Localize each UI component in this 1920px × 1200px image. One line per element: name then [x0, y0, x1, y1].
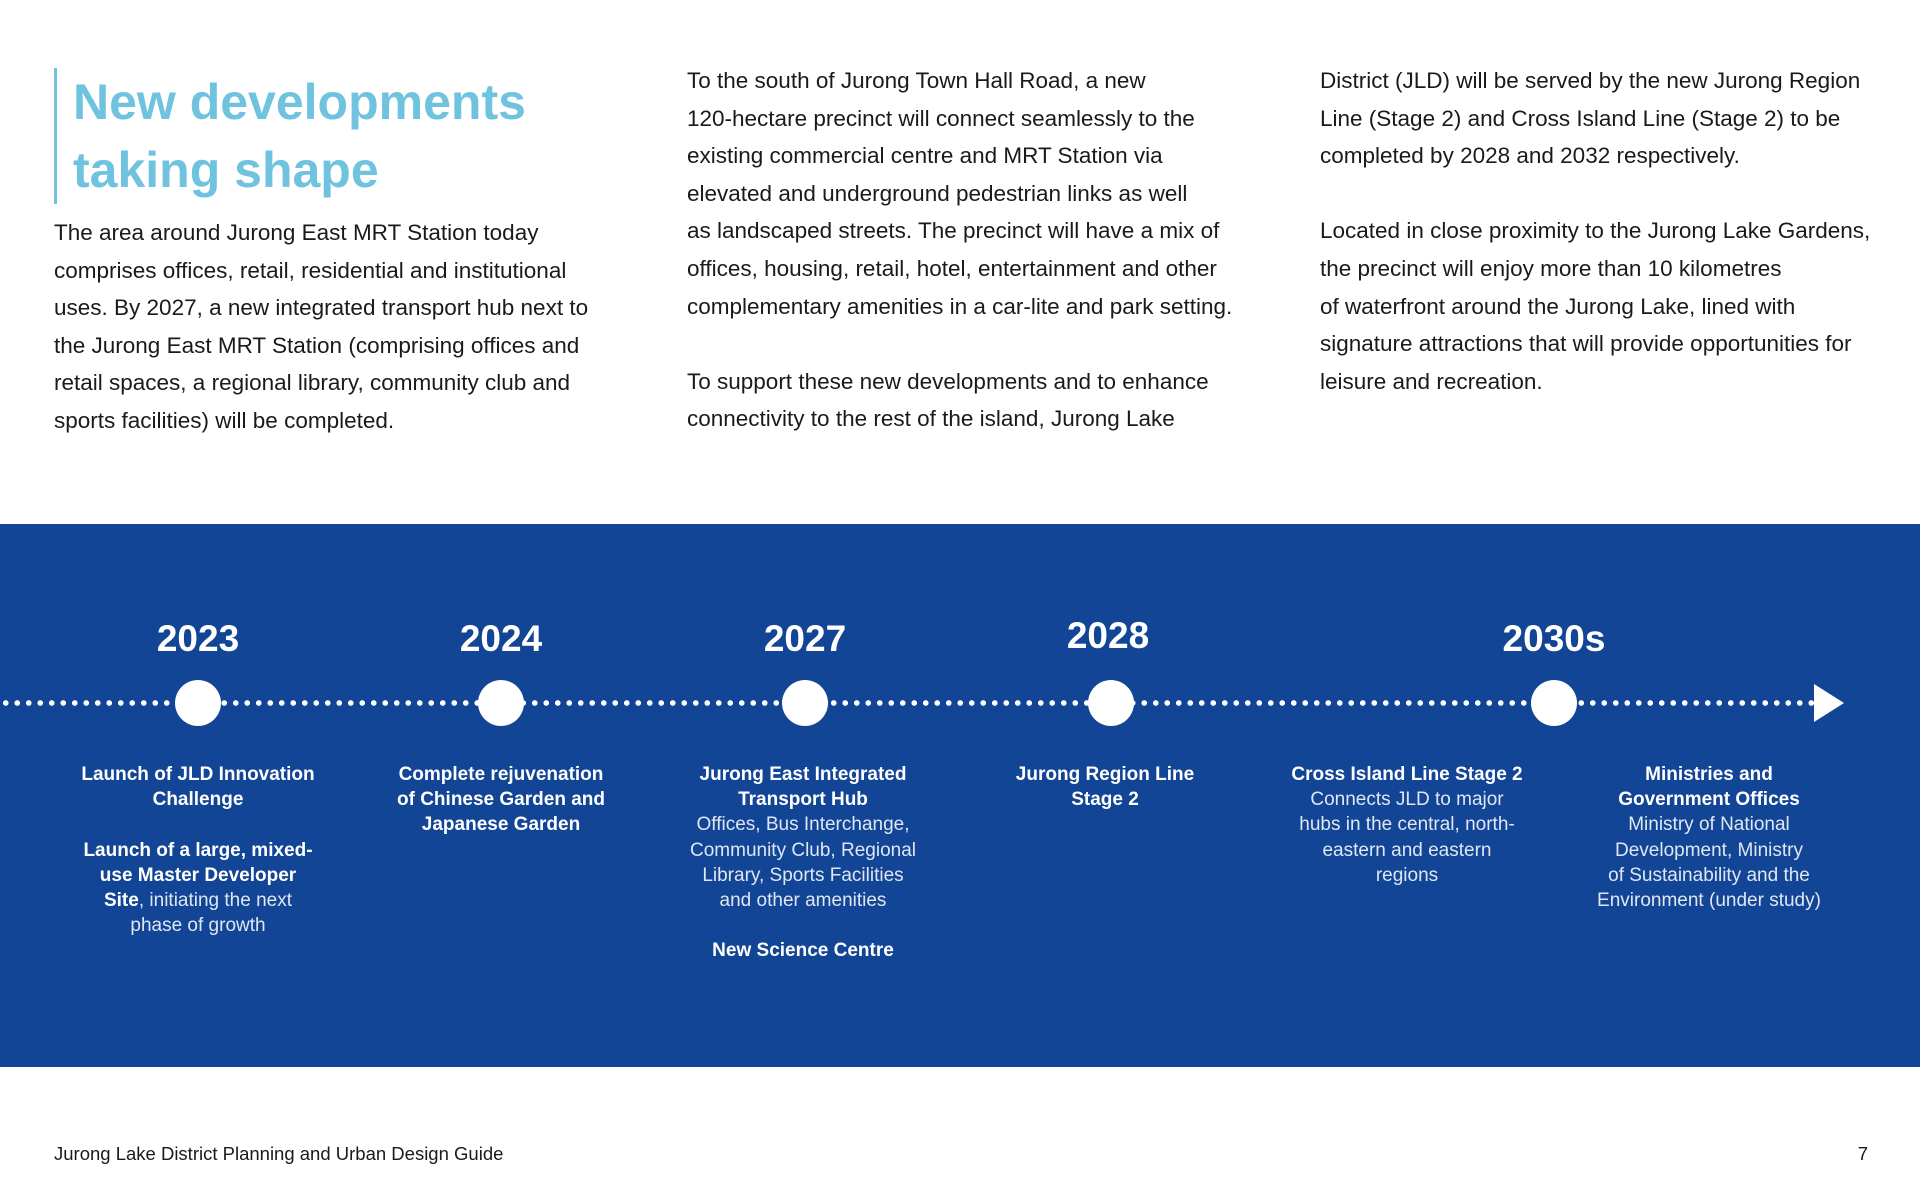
event-text: eastern and eastern [1322, 839, 1492, 861]
event-2024 [376, 762, 626, 838]
event-title: Complete rejuvenation [398, 764, 604, 785]
heading-line-2: taking shape [73, 142, 379, 198]
event-title: Challenge [152, 789, 244, 811]
page-number: 7 [1857, 1143, 1868, 1164]
year-2024: 2024 [459, 618, 543, 659]
text-line: sports facilities) will be completed. [54, 407, 395, 433]
event-title: Transport Hub [738, 789, 868, 811]
text-line: retail spaces, a regional library, community club and [54, 370, 571, 396]
text-line: connectivity to the rest of the island, Jurong Lake [687, 406, 1175, 432]
event-text: hubs in the central, north- [1299, 814, 1515, 836]
event-title: Japanese Garden [421, 814, 581, 836]
event-text: regions [1375, 864, 1439, 886]
event-title: Ministries and [1645, 764, 1773, 785]
event-text: Development, Ministry [1615, 839, 1803, 861]
text-line: offices, housing, retail, hotel, entertainment and other [687, 255, 1217, 281]
text-line: To the south of Jurong Town Hall Road, a new [687, 68, 1146, 93]
event-text: Offices, Bus Interchange, [696, 814, 910, 836]
text-line: uses. By 2027, a new integrated transport hub next to [54, 295, 589, 321]
text-line: of waterfront around the Jurong Lake, lined with [1320, 293, 1796, 319]
text-line: existing commercial centre and MRT Station via [687, 143, 1163, 169]
text-line: complementary amenities in a car-lite and park setting. [687, 293, 1233, 319]
text-line: Line (Stage 2) and Cross Island Line (Stage 2) to be [1320, 105, 1841, 131]
text-line: elevated and underground pedestrian links as well [687, 180, 1188, 206]
text-line: comprises offices, retail, residential and institutional [54, 257, 567, 283]
text-line: completed by 2028 and 2032 respectively. [1320, 143, 1740, 169]
event-title: Government Offices [1618, 789, 1800, 811]
text-line: To support these new developments and to enhance [687, 368, 1209, 394]
text-line: District (JLD) will be served by the new Jurong Region [1320, 68, 1861, 93]
timeline-arrow-icon [1814, 684, 1844, 722]
event-text: Library, Sports Facilities [702, 864, 904, 886]
heading-line-1: New developments [73, 74, 526, 130]
event-title: Launch of a large, mixed- [83, 839, 313, 861]
event-text-line [73, 888, 323, 913]
event-title: New Science Centre [712, 940, 894, 962]
event-title: Stage 2 [1071, 789, 1139, 811]
event-text: Environment (under study) [1597, 890, 1821, 912]
event-title: Launch of JLD Innovation [81, 764, 315, 785]
timeline-node-2028 [1088, 680, 1134, 726]
event-title: Site [103, 890, 139, 911]
event-text: and other amenities [719, 890, 887, 912]
event-cross-island-line [1282, 762, 1532, 888]
timeline-node-2024 [478, 680, 524, 726]
text-line: The area around Jurong East MRT Station today [54, 220, 539, 245]
text-line: 120-hectare precinct will connect seamlessly to the [687, 105, 1195, 131]
text-line: as landscaped streets. The precinct will have a mix of [687, 218, 1220, 244]
event-text: Connects JLD to major [1310, 789, 1504, 811]
year-2028: 2028 [1066, 615, 1150, 656]
body-column-3 [1320, 62, 1870, 400]
event-text: Ministry of National [1628, 814, 1790, 836]
event-title: use Master Developer [99, 864, 297, 886]
event-text: phase of growth [130, 915, 266, 937]
event-government-offices [1584, 762, 1834, 913]
text-line: the precinct will enjoy more than 10 kilometres [1320, 255, 1782, 281]
event-title: of Chinese Garden and [397, 789, 605, 811]
event-text: Community Club, Regional [690, 839, 916, 861]
event-2027 [678, 762, 928, 964]
footer-title: Jurong Lake District Planning and Urban Design Guide [54, 1143, 504, 1164]
timeline-node-2030s [1531, 680, 1577, 726]
event-title: Jurong Region Line [1015, 764, 1195, 785]
text-line: Located in close proximity to the Jurong Lake Gardens, [1320, 218, 1871, 244]
year-2023: 2023 [156, 618, 240, 659]
page-heading [54, 68, 614, 204]
text-line: signature attractions that will provide opportunities for [1320, 331, 1852, 357]
year-2030s: 2030s [1502, 618, 1606, 659]
year-2027: 2027 [763, 618, 847, 659]
event-2023 [73, 762, 323, 938]
timeline-node-2023 [175, 680, 221, 726]
event-text: , initiating the next [138, 890, 292, 911]
event-title: Jurong East Integrated [699, 764, 907, 785]
event-title: Cross Island Line Stage 2 [1291, 764, 1523, 785]
timeline-node-2027 [782, 680, 828, 726]
event-2028 [980, 762, 1230, 812]
event-text: of Sustainability and the [1608, 864, 1810, 886]
text-line: leisure and recreation. [1320, 368, 1543, 394]
text-line: the Jurong East MRT Station (comprising offices and [54, 332, 580, 358]
body-column-2 [687, 62, 1232, 438]
intro-column-1 [54, 214, 588, 440]
